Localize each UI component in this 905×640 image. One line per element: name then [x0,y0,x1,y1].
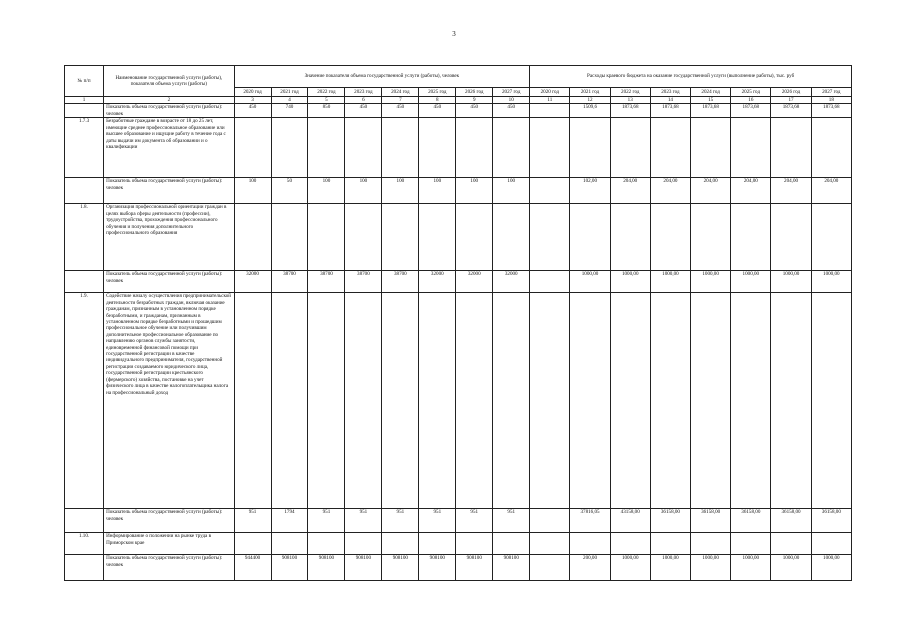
budget-cell [530,204,570,271]
table-body [65,104,852,581]
budget-cell: 43158,00 [610,509,650,533]
budget-cell: 204,00 [650,178,690,204]
volume-cell: 450 [493,104,530,118]
volume-cell: 38700 [308,271,345,293]
table-header-row [65,66,852,88]
budget-cell [650,293,690,509]
volume-cell: 1794 [271,509,308,533]
budget-cell [530,555,570,581]
budget-year-header: 2024 год [691,88,731,97]
budget-cell: 1000,00 [610,555,650,581]
volume-cell: 100 [234,178,271,204]
budget-cell: 204,00 [610,178,650,204]
budget-cell [731,293,771,509]
budget-cell [570,293,610,509]
volume-cell [419,293,456,509]
volume-cell [345,533,382,555]
budget-cell [691,533,731,555]
column-number: 16 [731,97,771,104]
volume-cell: 951 [493,509,530,533]
column-number: 18 [811,97,851,104]
volume-cell: 951 [456,509,493,533]
budget-cell [811,204,851,271]
table-row [65,118,852,178]
row-index: 1.8. [65,204,104,271]
column-number: 8 [419,97,456,104]
volume-cell: 100 [308,178,345,204]
budget-year-header: 2021 год [570,88,610,97]
budget-cell: 204,00 [731,178,771,204]
row-index [65,178,104,204]
budget-cell: 36158,00 [811,509,851,533]
volume-year-header: 2020 год [234,88,271,97]
column-header-name: Наименование государственной услуги (работы), показателя объема услуги (работы) [104,66,234,97]
budget-cell: 204,00 [771,178,811,204]
column-number: 9 [456,97,493,104]
volume-cell: 740 [271,104,308,118]
volume-cell [234,204,271,271]
budget-year-header: 2026 год [771,88,811,97]
budget-cell: 1873,68 [610,104,650,118]
page-number: 3 [452,30,456,38]
volume-cell: 951 [382,509,419,533]
column-number: 1 [65,97,104,104]
volume-cell: 450 [456,104,493,118]
budget-cell [650,118,690,178]
service-volume-table [64,65,852,581]
volume-cell [456,293,493,509]
budget-year-header: 2025 год [731,88,771,97]
column-number: 2 [104,97,234,104]
budget-cell [610,118,650,178]
volume-cell: 951 [234,509,271,533]
volume-cell [382,118,419,178]
table-row [65,178,852,204]
budget-cell [771,293,811,509]
row-index [65,555,104,581]
volume-cell: 908100 [382,555,419,581]
volume-year-header: 2027 год [493,88,530,97]
budget-cell: 1873,68 [650,104,690,118]
volume-cell: 450 [382,104,419,118]
budget-cell: 102,00 [570,178,610,204]
column-number: 11 [530,97,570,104]
budget-cell [650,204,690,271]
volume-cell: 100 [419,178,456,204]
row-name: Организация профессиональной ориентации граждан в целях выбора сферы деятельности (профессии), трудоустройства, прохождения профессионального обучения и получения дополнительного профессионального образования [104,204,234,271]
volume-cell [493,118,530,178]
budget-cell: 1000,00 [811,271,851,293]
volume-cell [308,533,345,555]
row-index: 1.9. [65,293,104,509]
row-name: Показатель объема государственной услуги (работы): человек [104,555,234,581]
budget-cell [731,204,771,271]
budget-cell: 1873,68 [771,104,811,118]
budget-cell [811,293,851,509]
budget-cell: 1000,00 [650,271,690,293]
row-index [65,271,104,293]
budget-cell: 1873,68 [731,104,771,118]
table-row [65,271,852,293]
volume-cell: 450 [419,104,456,118]
budget-cell: 36158,00 [650,509,690,533]
volume-cell: 908100 [493,555,530,581]
budget-cell [691,118,731,178]
volume-cell [308,293,345,509]
volume-cell [382,204,419,271]
column-number: 13 [610,97,650,104]
volume-cell [234,293,271,509]
budget-cell: 36158,00 [771,509,811,533]
volume-cell [308,204,345,271]
budget-cell: 204,00 [691,178,731,204]
volume-cell [234,118,271,178]
budget-cell: 1000,00 [610,271,650,293]
volume-cell [456,204,493,271]
volume-year-header: 2026 год [456,88,493,97]
volume-year-header: 2021 год [271,88,308,97]
budget-cell [610,293,650,509]
volume-cell: 951 [308,509,345,533]
volume-cell [271,204,308,271]
table-row [65,509,852,533]
budget-cell [731,533,771,555]
volume-cell: 32000 [456,271,493,293]
budget-cell: 37816,05 [570,509,610,533]
table-row [65,204,852,271]
budget-cell [691,204,731,271]
column-number: 17 [771,97,811,104]
budget-year-header: 2023 год [650,88,690,97]
budget-cell [610,533,650,555]
budget-cell: 1000,00 [650,555,690,581]
budget-cell [530,271,570,293]
volume-cell: 908100 [456,555,493,581]
row-name: Безработные граждане в возрасте от 18 до 25 лет, имеющие среднее профессиональное образование или высшее образование и ищущие работу в течение года с даты выдачи им документа об образовании и о квалификации [104,118,234,178]
volume-cell: 944400 [234,555,271,581]
volume-cell [419,533,456,555]
budget-cell: 1000,00 [771,555,811,581]
volume-cell: 100 [493,178,530,204]
table-row [65,555,852,581]
column-number: 6 [345,97,382,104]
budget-cell [771,204,811,271]
volume-cell: 450 [345,104,382,118]
volume-cell [234,533,271,555]
budget-cell: 1873,68 [811,104,851,118]
budget-cell [771,118,811,178]
volume-cell: 100 [456,178,493,204]
budget-year-header: 2027 год [811,88,851,97]
budget-cell [530,104,570,118]
volume-cell [493,533,530,555]
row-name: Показатель объема государственной услуги (работы): человек [104,178,234,204]
column-number: 12 [570,97,610,104]
row-index [65,509,104,533]
volume-cell: 32000 [419,271,456,293]
volume-cell [308,118,345,178]
budget-cell: 36158,00 [731,509,771,533]
volume-cell: 450 [234,104,271,118]
column-number: 3 [234,97,271,104]
volume-year-header: 2022 год [308,88,345,97]
row-index: 1.10. [65,533,104,555]
volume-cell: 908100 [271,555,308,581]
budget-year-header: 2020 год [530,88,570,97]
volume-cell: 951 [345,509,382,533]
budget-cell [610,204,650,271]
column-header-number: № п/п [65,66,104,97]
volume-cell [345,293,382,509]
budget-cell: 1000,00 [771,271,811,293]
volume-cell [382,533,419,555]
volume-cell [456,533,493,555]
budget-cell: 204,00 [811,178,851,204]
budget-cell [771,533,811,555]
volume-cell: 951 [419,509,456,533]
volume-cell [271,118,308,178]
volume-cell: 908100 [308,555,345,581]
row-name: Содействие началу осуществления предпринимательской деятельности безработных граждан, включая оказание гражданам, признанным в установленном порядке безработными, и гражданам, признанным в установленном порядке безработными и прошедшим профессиональное обучение или получившим дополнительное профессиональное образование по направлению органов службы занятости, единовременной финансовой помощи при государственной регистрации в качестве индивидуального предпринимателя, государственной регистрации создаваемого юридического лица, государственной регистрации крестьянского (фермерского) хозяйства, постановке на учет физического лица в качестве налогоплательщика налога на профессиональный доход [104,293,234,509]
table-row [65,293,852,509]
column-number: 7 [382,97,419,104]
budget-cell: 200,00 [570,555,610,581]
budget-cell [530,293,570,509]
budget-cell [570,118,610,178]
budget-cell [650,533,690,555]
volume-cell: 32000 [493,271,530,293]
row-name: Показатель объема государственной услуги (работы): человек [104,271,234,293]
budget-cell: 1000,00 [570,271,610,293]
volume-cell: 50 [271,178,308,204]
budget-cell: 1000,00 [731,271,771,293]
volume-cell: 32000 [234,271,271,293]
group-header-volume: Значение показателя объема государственной услуги (работы), человек [234,66,530,88]
volume-cell [493,204,530,271]
column-number: 15 [691,97,731,104]
column-number-row [65,97,852,104]
volume-cell [271,293,308,509]
volume-cell: 908100 [345,555,382,581]
budget-cell [570,533,610,555]
budget-cell [530,178,570,204]
group-header-budget: Расходы краевого бюджета на оказание государственной услуги (выполнение работы), тыс. руб [530,66,852,88]
budget-cell: 1000,00 [811,555,851,581]
table-row [65,533,852,555]
volume-cell [419,118,456,178]
budget-cell: 1000,00 [731,555,771,581]
budget-cell [811,118,851,178]
column-number: 4 [271,97,308,104]
budget-cell: 1509,6 [570,104,610,118]
row-name: Показатель объема государственной услуги (работы): человек [104,104,234,118]
row-index: 1.7.3 [65,118,104,178]
volume-cell [345,118,382,178]
table-row [65,104,852,118]
budget-cell: 1000,00 [691,555,731,581]
budget-year-header: 2022 год [610,88,650,97]
volume-cell [419,204,456,271]
volume-cell [271,533,308,555]
volume-year-header: 2025 год [419,88,456,97]
volume-cell: 100 [345,178,382,204]
volume-cell: 908100 [419,555,456,581]
row-index [65,104,104,118]
volume-year-header: 2023 год [345,88,382,97]
budget-cell: 36158,00 [691,509,731,533]
row-name: Показатель объема государственной услуги (работы): человек [104,509,234,533]
volume-cell: 38700 [345,271,382,293]
volume-cell [382,293,419,509]
budget-cell [530,118,570,178]
budget-cell [731,118,771,178]
volume-cell [345,204,382,271]
budget-cell [811,533,851,555]
budget-cell [570,204,610,271]
volume-year-header: 2024 год [382,88,419,97]
row-name: Информирование о положении на рынке труда в Приморском крае [104,533,234,555]
budget-cell: 1000,00 [691,271,731,293]
volume-cell [493,293,530,509]
volume-cell: 850 [308,104,345,118]
volume-cell: 100 [382,178,419,204]
budget-cell [530,509,570,533]
budget-cell [530,533,570,555]
volume-cell: 38700 [271,271,308,293]
volume-cell: 38700 [382,271,419,293]
column-number: 5 [308,97,345,104]
budget-cell [691,293,731,509]
column-number: 10 [493,97,530,104]
column-number: 14 [650,97,690,104]
budget-cell: 1873,68 [691,104,731,118]
volume-cell [456,118,493,178]
